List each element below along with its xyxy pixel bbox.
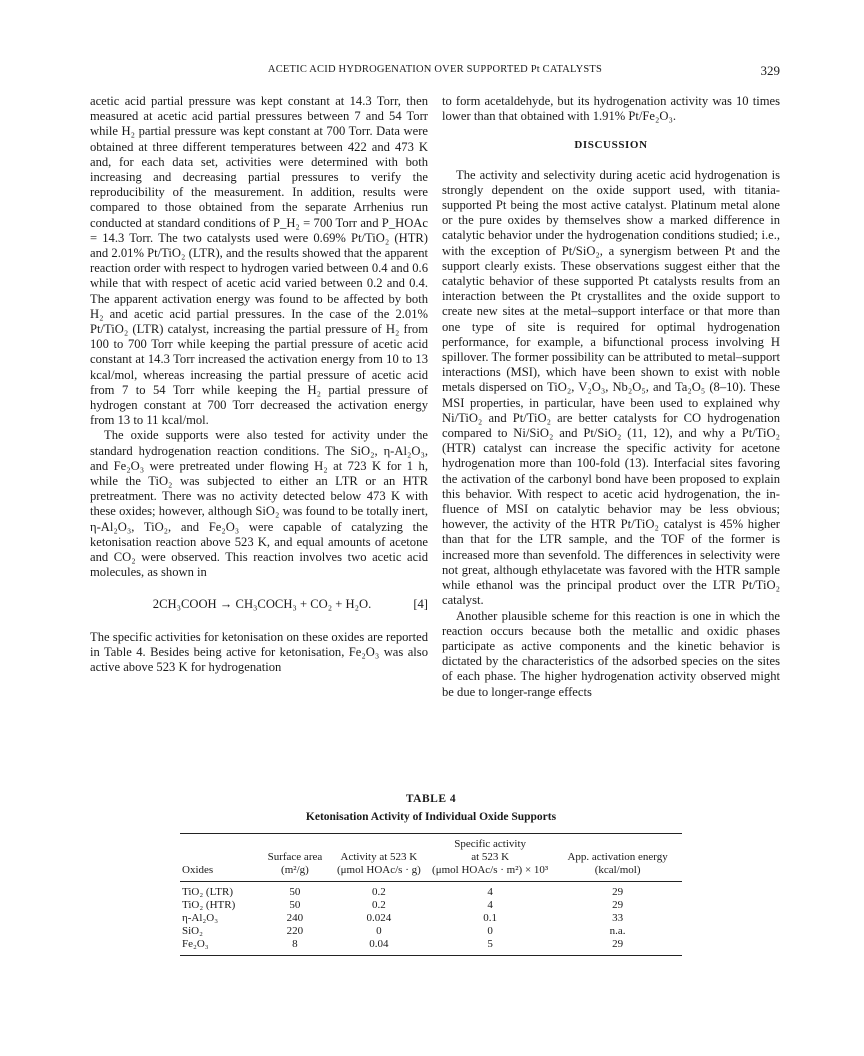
cell-activity: 0.04 [331, 938, 427, 956]
cell-activity: 0.2 [372, 899, 386, 911]
header-unit: (μmol HOAc/s · g) [336, 864, 421, 876]
equation-body: 2CH₃COOH → CH₃COCH₃ + CO₂ + H₂O. [152, 596, 372, 611]
table-label: TABLE 4 [405, 793, 457, 805]
paragraph: The specific activities for ketonisation on these oxides are reported in Table 4. Besides being active for ketonisation, Fe₂O₃ was also active above 523 K for hydrogenation [90, 629, 428, 675]
header-text: App. activation energy [567, 851, 668, 863]
header-unit: (kcal/mol) [594, 864, 641, 876]
header-text: Surface area [267, 851, 323, 863]
cell-surface-area: 50 [289, 899, 301, 911]
running-head-title: ACETIC ACID HYDROGENATION OVER SUPPORTED Pt CATALYSTS [267, 64, 603, 75]
col-header-activity [331, 834, 427, 882]
paragraph: acetic acid partial pressure was kept constant at 14.3 Torr, then measured at acetic acid partial pressures between 7 and 54 Torr while H₂ partial pressure was kept constant at 700 Torr. Data were obtained at three different temperatures between 422 and 473 K and, for each data set, activities were determined with both increasing and decreasing partial pressures to verify the reproducibility of the measurement. In addition, results were compared to those obtained from the separate Arrhenius run conducted at standard conditions of P_H₂ = 700 Torr and P_HOAc = 14.3 Torr. The two catalysts used were 0.69% Pt/TiO₂ (HTR) and 2.01% Pt/TiO₂ (LTR), and the results showed that the apparent reaction order with respect to hydrogen varied between 0.4 and 0.6 while that with respect of acetic acid varied between 0.2 and 0.4. The apparent activation energy was found to be affected by both H₂ and acetic acid partial pressures. In the case of the 2.01% Pt/TiO₂ (LTR) catalyst, increasing the partial pressure of H₂ from 100 to 700 Torr while keeping the partial pressure of acetic acid constant at 14.3 Torr increased the activation energy from 10 to 13 kcal/mol, whereas increasing the partial pressure of acetic acid from 7 to 54 Torr while keeping the H₂ partial pressure of hydrogen constant at 700 Torr decreased the activation energy from 13 to 11 kcal/mol. [90, 94, 428, 428]
header-text: at 523 K [471, 851, 510, 863]
cell-activity: 0 [376, 925, 382, 937]
cell-surface-area: 8 [259, 938, 331, 956]
right-column [442, 94, 780, 700]
reaction-equation [90, 597, 428, 612]
cell-activity: 0.024 [366, 912, 392, 924]
table-row [180, 912, 682, 925]
cell-activation-energy: 29 [553, 938, 682, 956]
cell-surface-area: 50 [289, 886, 301, 898]
header-text: Activity at 523 K [340, 851, 418, 863]
col-header-surface-area [259, 834, 331, 882]
header-text: Specific activity [454, 838, 527, 850]
header-text: Oxides [182, 864, 214, 876]
paragraph: Another plausible scheme for this reaction is one in which the reaction occurs because both the metallic and oxidic phases participate as active components and the kinetic behavior is dictated by the characteristics of the adsorbed species on the sites of each phase. The higher hydrogenation activity observed might be due to longer-range effects [442, 608, 780, 699]
paragraph: The oxide supports were also tested for activity under the standard hydrogenation reaction conditions. The SiO₂, η-Al₂O₃, and Fe₂O₃ were pretreated under flowing H₂ at 723 K for 1 h, while the TiO₂ was subjected to either an LTR or an HTR pretreatment. There was no activity detected below 473 K with these oxides; however, although SiO₂ was found to be totally inert, η-Al₂O₃, TiO₂, and Fe₂O₃ were capable of catalyzing the ketonisation reaction above 523 K, and equal amounts of acetone and CO₂ were observed. This reaction involves two acetic acid molecules, as shown in [90, 428, 428, 580]
cell-specific-activity: 0.1 [483, 912, 497, 924]
cell-specific-activity: 5 [427, 938, 553, 956]
paragraph: to form acetaldehyde, but its hydrogenation activity was 10 times lower than that obtained with 1.91% Pt/Fe₂O₃. [442, 94, 780, 124]
table-header-row [180, 834, 682, 882]
cell-surface-area: 240 [286, 912, 304, 924]
cell-specific-activity: 0 [487, 925, 493, 937]
table-row [180, 938, 682, 956]
cell-activation-energy: 29 [612, 899, 624, 911]
ketonisation-table [180, 833, 682, 956]
cell-oxide: TiO₂ (LTR) [182, 886, 234, 898]
equation-number: [4] [413, 596, 428, 611]
running-head [90, 64, 780, 80]
section-heading-discussion: DISCUSSION [574, 139, 648, 152]
page-number: 329 [760, 63, 780, 78]
cell-oxide: TiO₂ (HTR) [182, 899, 236, 911]
table-4 [180, 793, 682, 956]
cell-activation-energy: n.a. [609, 925, 626, 937]
table-row [180, 925, 682, 938]
col-header-specific-activity [427, 834, 553, 882]
cell-oxide: η-Al₂O₃ [182, 912, 219, 924]
table-row [180, 899, 682, 912]
table-caption: Ketonisation Activity of Individual Oxide Supports [305, 811, 557, 823]
cell-specific-activity: 4 [487, 886, 493, 898]
cell-specific-activity: 4 [487, 899, 493, 911]
cell-oxide: SiO₂ [182, 925, 203, 937]
paragraph: The activity and selectivity during acetic acid hydrogenation is strongly dependent on the oxide support used, with titania-supported Pt being the most active catalyst. Platinum metal alone or the pure oxides by themselves show a marked difference in catalytic behavior under the hydrogenation conditions studied; i.e., with the exception of Pt/SiO₂, a synergism between Pt and the support clearly exists. These observations suggest either that the catalytic behavior of these supported Pt catalysts results from an interaction between the Pt crystallites and the oxide support to create new sites at the metal–support interface or that more than one type of site is required for optimal hydrogenation performance, for example, a bifunctional process involving H spillover. The former possibility can be attributed to metal–support interactions (MSI), which have been shown to exist with noble metals dispersed on TiO₂, V₂O₃, Nb₂O₅, and Ta₂O₅ (8–10). These MSI properties, in particular, have been used to explained why Ni/TiO₂ and Pt/TiO₂ are better catalysts for CO hydrogenation compared to Ni/SiO₂ and Pt/SiO₂ (11, 12), and why a Pt/TiO₂ (HTR) catalyst can increase the specific activity for acetone hydrogenation more than 100-fold (13). Interfacial sites favoring the activation of the carbonyl bond have been proposed to explain this behavior. With respect to acetic acid hydrogenation, the influence of MSI on catalytic behavior may be less obvious; however, the activity of the HTR Pt/TiO₂ catalyst is 45% higher than that for the LTR sample, and the TOF of the former is increased more than sevenfold. The differences in selectivity were not great, although ethylacetate was favored with the HTR sample while ethanol was the principal product over the LTR Pt/TiO₂ catalyst. [442, 167, 780, 608]
table-row [180, 882, 682, 900]
cell-activation-energy: 33 [612, 912, 624, 924]
col-header-oxides [180, 834, 259, 882]
col-header-activation-energy [553, 834, 682, 882]
cell-oxide: Fe₂O₃ [180, 938, 259, 956]
cell-activation-energy: 29 [612, 886, 624, 898]
header-unit: (m²/g) [281, 864, 309, 876]
cell-surface-area: 220 [286, 925, 304, 937]
left-column [90, 94, 428, 675]
cell-activity: 0.2 [372, 886, 386, 898]
header-unit: (μmol HOAc/s · m²) × 10³ [432, 864, 549, 876]
